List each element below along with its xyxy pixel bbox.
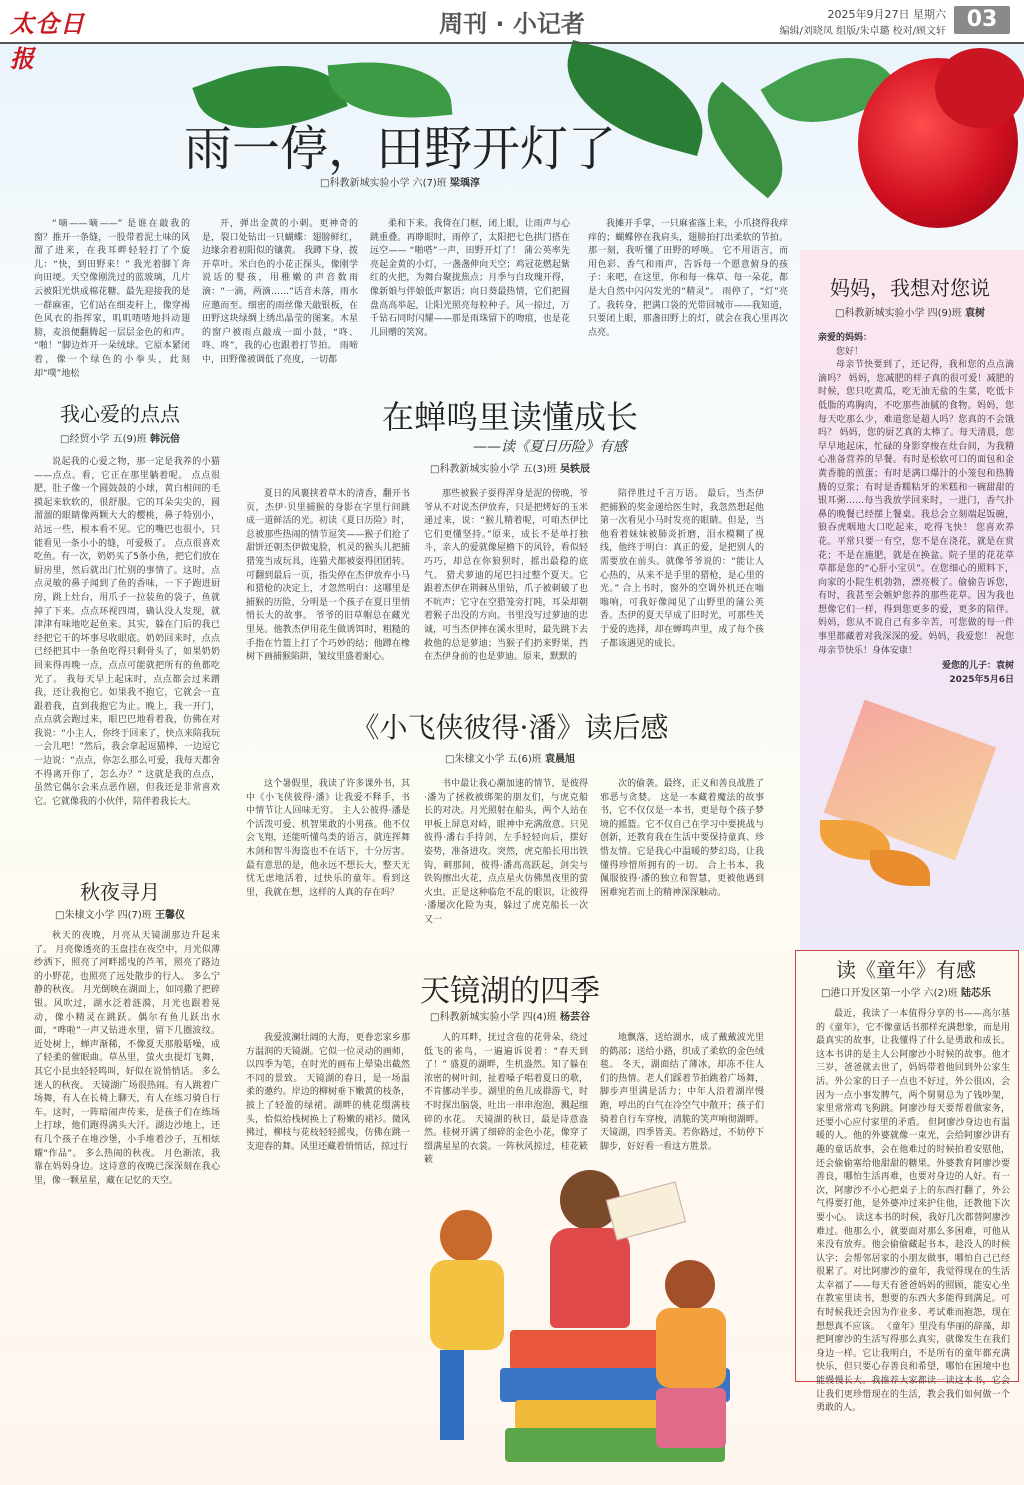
byline-author: 陆芯乐 — [960, 988, 991, 999]
paragraph: 开，弹出金黄的小刺。更神奇的是，裂口处钻出一只蝴蝶：翅膀鲜红，边缘余着初阳似的镶黄。 我蹲下身，拨开草叶。米白色的小花正探头，像刚学说话的婴孩，用稚嫩的声音数雨滴：“一滴，两滴……”话音未落，雨水应邀而至。细密的雨丝像天敲银板，在田野这块绿绸上绣出晶莹的图案。木星的窗户被雨点敲成一面小鼓，“咚、咚、咚”，我的心也跟着打节拍。 雨啼中，田野像被调低了亮度，一切都 — [202, 219, 358, 365]
article-column — [202, 218, 358, 368]
article-byline — [800, 984, 1012, 999]
article-column — [424, 778, 588, 928]
byline-school: □科教新城实验小学 六(7)班 — [320, 178, 447, 189]
byline-author: 袁树 — [964, 308, 985, 319]
article-byline — [805, 304, 1015, 319]
article-byline — [20, 430, 220, 445]
article-byline — [230, 174, 570, 189]
paragraph: 最近，我读了一本值得分享的书——高尔基的《童年》，它不像童话书那样充满想象，而是用最真实的故事，让我懂得了什么是勇敢和成长。 这本书讲的是主人公阿廖沙小时候的故事。他才三岁，爸爸就去世了，妈妈带着他回到外公家生活。外公家的日子一点也不好过，外公很凶，会因为一点小事发脾气，两个舅舅总为了钱吵架，家里常常鸡飞狗跳。阿廖沙每天要帮着做家务，还要小心应付家里的矛盾。 但阿廖沙身边也有温暖的人。他的外婆就像一束光，会给阿廖沙讲有趣的童话故事，会在他难过的时候拍着安慰他，还会偷偷塞给他甜甜的糖果。外婆教育阿廖沙要善良，哪怕生活再难，也要对身边的人好。有一次，阿廖沙不小心把桌子上的东西打翻了，外公气得要打他，是外婆冲过来护住他，还教他下次要小心。 读这本书的时候，我好几次都替阿廖沙难过。他那么小，就要面对那么多困难，可他从来没有放弃。他会偷偷藏起书本，趁没人的时候认字；会帮邻居家的小朋友做事，哪怕自己已经很累了。对比阿廖沙的童年，我觉得现在的生活太幸福了——每天有爸爸妈妈的照顾，能安心坐在教室里读书，想要的东西大多能得到满足。可有时候我还会因为作业多、考试难而抱怨，现在想想真不应该。 《童年》里没有华丽的辞藻，却把阿廖沙的生活写得那么真实，就像发生在我们身边一样。它让我明白，不是所有的童年都充满快乐，但只要心存善良和希望，哪怕在困境中也能慢慢长大。我推荐大家都读一读这本书，它会让我们更珍惜现在的生活，教会我们如何做一个勇敢的人。 — [816, 1009, 1010, 1414]
article-byline — [400, 460, 620, 475]
paragraph: 次的偷袭。最终，正义和善良战胜了邪恶与贪婪。 这是一本藏着魔法的故事书，它不仅仅是一本书，更是每个孩子梦境的摇篮。它不仅自己在学习中要挑战与创新，还教育我在生活中要保持童真、珍惜友情。它是我心中温暖的梦幻岛，让我懂得珍惜所拥有的一切。 合上书本，我佩服彼得·潘的独立和智慧，更被他遇到困难宛若而上的精神深深触动。 — [600, 779, 764, 898]
article-title: 读《童年》有感 — [836, 958, 976, 982]
article-byline — [20, 906, 220, 921]
article-column — [34, 456, 220, 809]
article-column — [246, 778, 410, 900]
article-title: 《小飞侠彼得·潘》读后感 — [351, 711, 669, 744]
byline-author: 韩沅倍 — [149, 434, 180, 445]
letter-salutation: 亲爱的妈妈： — [818, 333, 873, 343]
paragraph: 陪伴胜过千言万语。 最后，当杰伊把捕猴的奖金递给医生时，我忽然想起他第一次看见小马时发亮的眼睛。但是，当他看着妹妹被肺炎折磨，泪水模糊了视线，他终于明白：真正的爱，是把别人的需要放在前头。就像爷爷说的：“能让人心热的，从来不是手里的猎枪，是心里的光。” 合上书时，窗外的空调外机还在嗡嗡响，可我好像闻见了山野里的蒲公英香。杰伊的夏天早成了旧时光，可那些关于爱的选择，却在蝉鸣声里，成了每个孩子都该遇见的成长。 — [600, 489, 764, 649]
byline-school: □港口开发区第一小学 六(2)班 — [821, 988, 958, 999]
letter-signature: 爱您的儿子：袁树 — [941, 661, 1014, 672]
article-column — [34, 218, 190, 381]
article-column — [246, 1032, 410, 1154]
byline-author: 吴轶辰 — [559, 464, 590, 475]
article-column — [600, 1032, 764, 1154]
byline-author: 王馨仪 — [154, 910, 185, 921]
paragraph: 母亲节快要到了，还记得，我和您的点点滴滴吗？ 妈妈，您减肥的样子真的很可爱！减肥的时候，您只吃黄瓜，吃无油无盐的生菜，吃低卡低脂的鸡胸肉，不吃那些油腻的食物。妈妈，您每天吃那么少，难道您是超人吗？您真的不会饿吗？ 妈妈，您的厨艺真的太棒了。每天清晨，您早早地起床，忙碌的身影穿梭在灶台间，为我精心准备营养的早餐。有时是松软可口的面包和金黄香脆的煎蛋；有时是满口爆汁的小笼包和热腾腾的豆浆；有时是香糯粘牙的米糕和一碗甜甜的银耳粥……每当我放学回来时，一进门，香气扑鼻的晚餐已经摆上餐桌。我总会立刻端起饭碗，狼吞虎咽地大口吃起来，吃得飞快！ 您喜欢养花。平常只要一有空，您不是在浇花，就是在赏花；不是在施肥，就是在换盆。院子里的花花草草都是您的“心肝小宝贝”。在您细心的照料下，向家的小院生机勃勃，漂亮极了。偷偷告诉您，有时，我甚至会嫉妒您养的那些花草。因为我也想像它们一样，得到您更多的爱，更多的陪伴。 妈妈，您从不说自己有多辛苦，可您做的每一件事里都藏着对我深深的爱。妈妈，我爱您！ 祝您母亲节快乐！身体安康！ — [818, 360, 1014, 656]
issue-date: 2025年9月27日 星期六 — [827, 8, 946, 21]
paragraph: 说起我的心爱之物，那一定是我养的小猫——点点。看，它正在那里躺着呢。 点点很肥，肚子像一个圆鼓鼓的小球，黄白相间的毛摸起来软软的，很舒服。它的耳朵尖尖的，圆溜溜的眼睛像两颗大大的樱桃，鼻子特别小，站远一些，根本看不见。它的嘴巴也很小，只能看见一条小小的缝，可爱极了。 点点很喜欢吃鱼。有一次，奶奶买了5条小鱼，把它们放在厨房里，然后就出门忙别的事情了。这时，点点灵敏的鼻子闻到了鱼的香味，一下子跑进厨房，跳上灶台，用爪子一拉装鱼的袋子，鱼就掉了下来。点点环视四周，确认没人发现，就津津有味地吃起鱼来。其实，躲在门后的我已经把它干的坏事尽收眼底。奶奶回来时，点点已经把其中一条鱼吃得只剩骨头了，如果奶奶回来得再晚一点，点点可能就把所有的鱼都吃光了。 我每天早上起床时，点点都会过来蹭我，还让我抱它。如果我不抱它，它就会一直跟着我，直到我抱它为止。晚上，我一开门，点点就会跑过来，眼巴巴地看着我，仿佛在对我说：“小主人，你终于回来了，快点来陪我玩一会儿吧！”然后，我会拿起逗猫棒，一边逗它一边说：“点点，你怎么那么可爱，我每天都舍不得离开你了，怎么办？” 这就是我的点点，虽然它偶尔会来点恶作剧，但我还是非常喜欢它。它就像我的小伙伴，陪伴着我长大。 — [34, 457, 220, 807]
article-column — [588, 218, 788, 340]
paragraph: 我摊开手掌，一只麻雀落上来，小爪挠得我痒痒的；蝴蝶停在我肩头，翅膀拍打出柔软的节拍。那一刻，我听懂了田野的呼唤。 它不用语言，而用色彩、香气和雨声，告诉每一个愿意俯身的孩子：来吧，在这里，你和每一株草、每一朵花，都是大自然中闪闪发光的“精灵”。 雨停了，“灯”亮了。我转身，把满口袋的光带回城市——我知道，只要闭上眼，那盏田野上的灯，就会在我心里再次点亮。 — [588, 219, 788, 338]
paragraph: 那些被猴子耍得浑身是泥的傍晚，爷爷从不对说杰伊放弃，只是把烤好的玉米递过来，说：“猴儿精着呢，可咱杰伊比它们更懂坚持。”原来，成长不是单打独斗，亲人的爱就像屋檐下的风铃，看似轻巧巧，却总在你狼狈时，摇出最稳的底气。 猎犬萝迪的尾巴扫过整个夏天。它跟着杰伊在荆棘丛里钻，爪子被刺破了也不吭声；它守在空猎笼旁打盹，耳朵却朝着猴子出没的方向。书里没写过萝迪的忠诚，可当杰伊摔在溪水里时，最先跳下去救他的总是萝迪；当猴子们扔来野果，挡在杰伊身前的也是萝迪。原来，默默的 — [424, 489, 588, 663]
paragraph: 书中最让我心潮加速的情节，是彼得·潘为了拯救被绑架的朋友们，与虎克船长的对决。月光照射在船头，两个人站在甲板上屏息对峙，眼神中充满敌意。只见彼得·潘右手持剑，左手轻轻向后，摆好姿势，准备进攻。突然，虎克船长用出铁钩，刺那间，彼得·潘高高跃起，剑尖与铁钩擦出火花，点点星火仿佛黑夜里的萤火虫。正是这种临危不乱的眼识，让彼得·潘屡次化险为夷，躲过了虎克船长一次又一 — [424, 779, 588, 925]
paragraph: 秋天的夜晚，月亮从天镜湖那边升起来了。 月亮像透亮的玉盘挂在夜空中，月光似薄纱洒下，照亮了河畔摇曳的芦苇，照亮了路边的小野花，也照亮了远处散步的行人。 多么宁静的秋夜。 月光倒映在湖面上，如同撒了把碎银。风吹过，湖水泛着涟漪，月光也跟着晃动，像小精灵在跳跃。偶尔有鱼儿跃出水面，“哗啦”一声又钻进水里，留下几圈波纹。近处树上，蝉声渐稀，不像夏天那般聒噪，成了轻柔的催眠曲。草丛里，萤火虫提灯飞舞，其它小昆虫轻轻鸣叫，好似在说悄悄话。 多么迷人的秋夜。 天镜湖广场很热闹。有人跳着广场舞，有人在长椅上聊天，有人在练习骑自行车。这时，一阵暗闹声传来，是孩子们在练场上打球，他们跑得满头大汗。湖边沙地上，还有几个孩子在堆沙堡，小手堆着沙子，互相炫耀“作品”。 多么热闹的秋夜。 月色渐浓，我靠在妈妈身边。这诗意的夜晚已深深刻在我心里，像一颗星星，藏在记忆的天空。 — [34, 931, 220, 1186]
paper-envelope-illustration — [800, 690, 1000, 910]
article-column — [424, 1032, 588, 1168]
article-column — [246, 488, 410, 665]
newspaper-logo: 太仓日报 — [10, 9, 85, 73]
children-reading-illustration — [420, 1150, 800, 1470]
article-byline — [400, 750, 620, 765]
byline-author: 杨芸谷 — [559, 1012, 590, 1023]
letter-date: 2025年5月6日 — [949, 674, 1014, 685]
article-title: 在蝉鸣里读懂成长 — [381, 398, 638, 436]
paragraph: “嘀——嘀——” 是谁在敲我的窗？推开一条缝，一股带着泥土味的风溜了进来，在我耳畔轻轻打了个旋儿：“快，到田野来！” 我光着脚丫奔向田埂。天空像刚洗过的蓝玻璃，几片云被阳光烘成棉花糖。最先迎接我的是一群麻雀，它们站在细麦秆上，像穿褐色风衣的指挥家，叽叽喳喳地抖动翅膀，麦浪便翻腾起一层层金色的和声。 “啪！”脚边炸开一朵绒球。它原本紧闭着，像一个绿色的小拳头，此刻却“噗”地松 — [34, 219, 190, 379]
section-title: 周刊 · 小记者 — [439, 10, 585, 38]
byline-school: □科教新城实验小学 四(4)班 — [430, 1012, 557, 1023]
page-number: 03 — [954, 6, 1010, 34]
article-column — [34, 930, 220, 1188]
article-title: 秋夜寻月 — [80, 880, 160, 904]
byline-author: 袁晨旭 — [544, 754, 575, 765]
letter-greeting: 您好！ — [836, 346, 864, 357]
article-column — [816, 1008, 1010, 1416]
article-column — [370, 218, 570, 340]
article-column — [600, 488, 764, 651]
article-column — [424, 488, 588, 665]
article-title: 雨一停，田野开灯了 — [183, 121, 616, 177]
paragraph: 地飘落，送给湖水，成了戴戴波光里的鹤部；送给小路，织成了柔软的金色绒毯。 冬天，湖面结了薄冰，却冻不住人们的热情。老人们踩着节拍跳着广场舞，脚步声里满是活力；中年人沿着湖岸慢跑，呼出的白气在冷空气中散开；孩子们骑着自行车穿梭，清脆的笑声响彻湖畔。 天镜湖，四季皆美。若你路过，不妨停下脚步，好好看一看这方胜景。 — [600, 1033, 764, 1152]
article-byline — [400, 1008, 620, 1023]
article-column — [600, 778, 764, 900]
paragraph: 我爱波澜壮阔的大海，更眷恋家乡那方温润的天镜湖。它似一位灵动的画师，以四季为笔，在时光的画布上晕染出截然不同的景致。 天镜湖的春日，是一场温柔的邀约。岸边的柳树垂下嫩黄的枝条，披上了轻盈的绿裙。湖畔的桃花缀满枝头，恰似给栈树换上了粉嫩的裙衫。微风拂过，柳枝与花枝轻轻摇曳，仿佛在跳一支迎春的舞。风里还藏着悄悄话，掠过行 — [246, 1033, 410, 1152]
byline-school: □朱棣文小学 五(6)班 — [445, 754, 542, 765]
masthead — [0, 0, 1024, 73]
byline-school: □科教新城实验小学 五(3)班 — [430, 464, 557, 475]
byline-school: □朱棣文小学 四(7)班 — [55, 910, 152, 921]
byline-school: □科教新城实验小学 四(9)班 — [835, 308, 962, 319]
paragraph: 柔和下来。我倚在门框，闭上眼，让雨声与心跳重叠。再睁眼时，雨停了，太阳把七色拱门搭在远空—— “啪嗒”一声，田野开灯了！ 蒲公英率先亮起金黄的小灯，一盏盏伸向天空；鸡冠花燃起紫红的火把，为舞台聚拢焦点；月季与白玫瑰开得，像新娘与伴娘低声絮语；向日葵最热情，它们把圆盘高高举起，让阳光照亮每粒种子。风一掠过，万千钻石同时闪耀——那是雨珠留下的吻痕，也是花儿回赠的笑窝。 — [370, 219, 570, 338]
article-title: 妈妈，我想对您说 — [830, 276, 990, 300]
paragraph: 夏日的风裹挟着草木的清香，翻开书页，杰伊·贝里捕猴的身影在字里行间跳成一道鲜活的光。初读《夏日历险》时，总被那些热闹的情节逗笑——猴子们抢了甜饼还朝杰伊做鬼脸，机灵的猴头儿把捕猎笼当成玩具，连猫犬都被耍得团团转。可翻到最后一页，指尖停在杰伊放弃小马和猎枪的决定上，才忽然明白：这哪里是捕猴的历险，分明是一个孩子在夏日里悄悄长大的故事。 爷爷的旧草帽总在藏光里晃。他教杰伊用花生做诱饵时，粗糙的手指在竹篮上打了个巧妙的结；他蹲在橡树下画捕猴陷阱，皱纹里盛着耐心。 — [246, 489, 410, 663]
article-title: 我心爱的点点 — [60, 402, 180, 426]
editor-credits: 编辑/刘晓凤 组版/朱卓璐 校对/顾文轩 — [779, 26, 946, 37]
rose-petal-decoration — [935, 48, 1024, 128]
paragraph: 这个暑假里，我读了许多课外书，其中《小飞侠彼得·潘》让我爱不释手，书中情节让人回味无穷。 主人公彼得·潘是个活泼可爱、机智果敢的小男孩。他不仅会飞翔，还能听懂鸟类的语言，就连挥舞木剑和智斗海盗也不在话下，十分厉害。最有意思的是，他永远不想长大，整天无忧无虑地活着，过快乐的童年。看到这里，我就在想，这样的人真的存在吗？ — [246, 779, 410, 898]
article-subtitle: ——读《夏日历险》有感 — [473, 439, 627, 455]
letter-body — [818, 332, 1014, 687]
byline-school: □经贸小学 五(9)班 — [60, 434, 147, 445]
article-title: 天镜湖的四季 — [420, 974, 600, 1009]
byline-author: 梁瑀淳 — [449, 178, 480, 189]
paragraph: 人的耳畔，抚过含苞的花骨朵，绕过低飞的雀鸟，一遍遍诉说着：“春天到了！” 盛夏的湖畔，生机盎然。知了躲在浓密的树叶间，扯着嗓子唱着夏日的歌，不肯挪动半步。湖里的鱼儿成群游弋，时不时探出脑袋，吐出一串串泡泡，溅起细碎的水花。 天镜湖的秋日，最是诗意盎然。桂树开满了细碎的金色小花，像穿了缀满星星的衣裳。一阵秋风掠过，桂花簌簌 — [424, 1033, 588, 1166]
